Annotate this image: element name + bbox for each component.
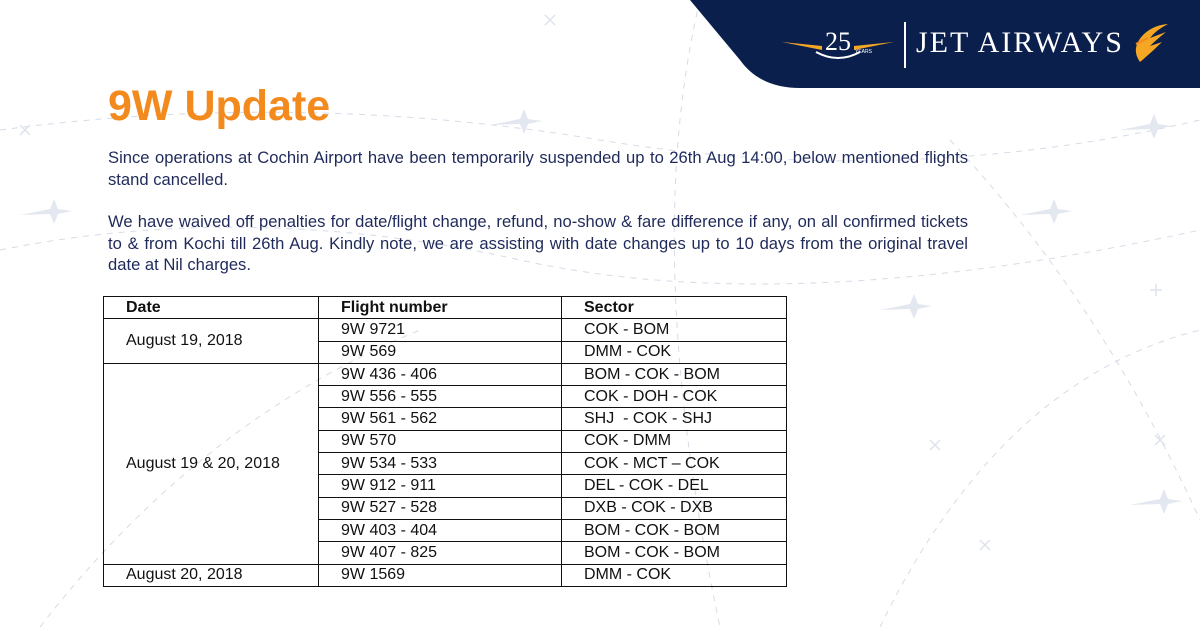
sector-cell: COK - DMM bbox=[562, 430, 787, 452]
date-column-header: Date bbox=[104, 297, 319, 319]
table-row bbox=[104, 363, 787, 385]
anniversary-number: 25 bbox=[825, 27, 851, 56]
flight-number-cell: 9W 912 - 911 bbox=[319, 475, 562, 497]
sector-cell: COK - MCT – COK bbox=[562, 453, 787, 475]
jet-airways-logo-icon bbox=[1126, 22, 1170, 64]
anniversary-emblem-icon bbox=[782, 22, 894, 68]
sector-cell: COK - BOM bbox=[562, 319, 787, 341]
sector-cell: BOM - COK - BOM bbox=[562, 519, 787, 541]
logo-divider bbox=[904, 22, 906, 68]
flight-number-cell: 9W 1569 bbox=[319, 564, 562, 586]
waiver-notice: We have waived off penalties for date/flight change, refund, no-show & fare difference if any, on all confirmed tickets to & from Kochi till 26th Aug. Kindly note, we are assisting with date changes up to 10 days from the original travel date at Nil charges. bbox=[108, 212, 968, 274]
flight-number-cell: 9W 403 - 404 bbox=[319, 519, 562, 541]
sector-cell: DMM - COK bbox=[562, 564, 787, 586]
flight-number-cell: 9W 556 - 555 bbox=[319, 386, 562, 408]
sector-column-header: Sector bbox=[562, 297, 787, 319]
sector-cell: BOM - COK - BOM bbox=[562, 542, 787, 564]
flight-number-cell: 9W 9721 bbox=[319, 319, 562, 341]
flight-number-cell: 9W 436 - 406 bbox=[319, 363, 562, 385]
sector-cell: COK - DOH - COK bbox=[562, 386, 787, 408]
date-cell: August 19 & 20, 2018 bbox=[104, 363, 319, 564]
page-title: 9W Update bbox=[108, 82, 331, 130]
flight-number-cell: 9W 407 - 825 bbox=[319, 542, 562, 564]
date-cell: August 20, 2018 bbox=[104, 564, 319, 586]
flight-number-column-header: Flight number bbox=[319, 297, 562, 319]
table-row bbox=[104, 319, 787, 341]
anniversary-text: YEARS bbox=[855, 49, 872, 55]
flight-number-cell: 9W 570 bbox=[319, 430, 562, 452]
flight-number-cell: 9W 561 - 562 bbox=[319, 408, 562, 430]
sector-cell: DMM - COK bbox=[562, 341, 787, 363]
flight-number-cell: 9W 569 bbox=[319, 341, 562, 363]
sector-cell: DEL - COK - DEL bbox=[562, 475, 787, 497]
sector-cell: BOM - COK - BOM bbox=[562, 363, 787, 385]
suspension-notice: Since operations at Cochin Airport have been temporarily suspended up to 26th Aug 14:00, below mentioned flights stand cancelled. bbox=[108, 148, 968, 189]
sector-cell: DXB - COK - DXB bbox=[562, 497, 787, 519]
flight-number-cell: 9W 527 - 528 bbox=[319, 497, 562, 519]
sector-cell: SHJ - COK - SHJ bbox=[562, 408, 787, 430]
table-row bbox=[104, 564, 787, 586]
table-header-row bbox=[104, 297, 787, 319]
cancelled-flights-table bbox=[103, 296, 787, 587]
date-cell: August 19, 2018 bbox=[104, 319, 319, 364]
flight-number-cell: 9W 534 - 533 bbox=[319, 453, 562, 475]
brand-name: JET AIRWAYS bbox=[916, 26, 1124, 59]
